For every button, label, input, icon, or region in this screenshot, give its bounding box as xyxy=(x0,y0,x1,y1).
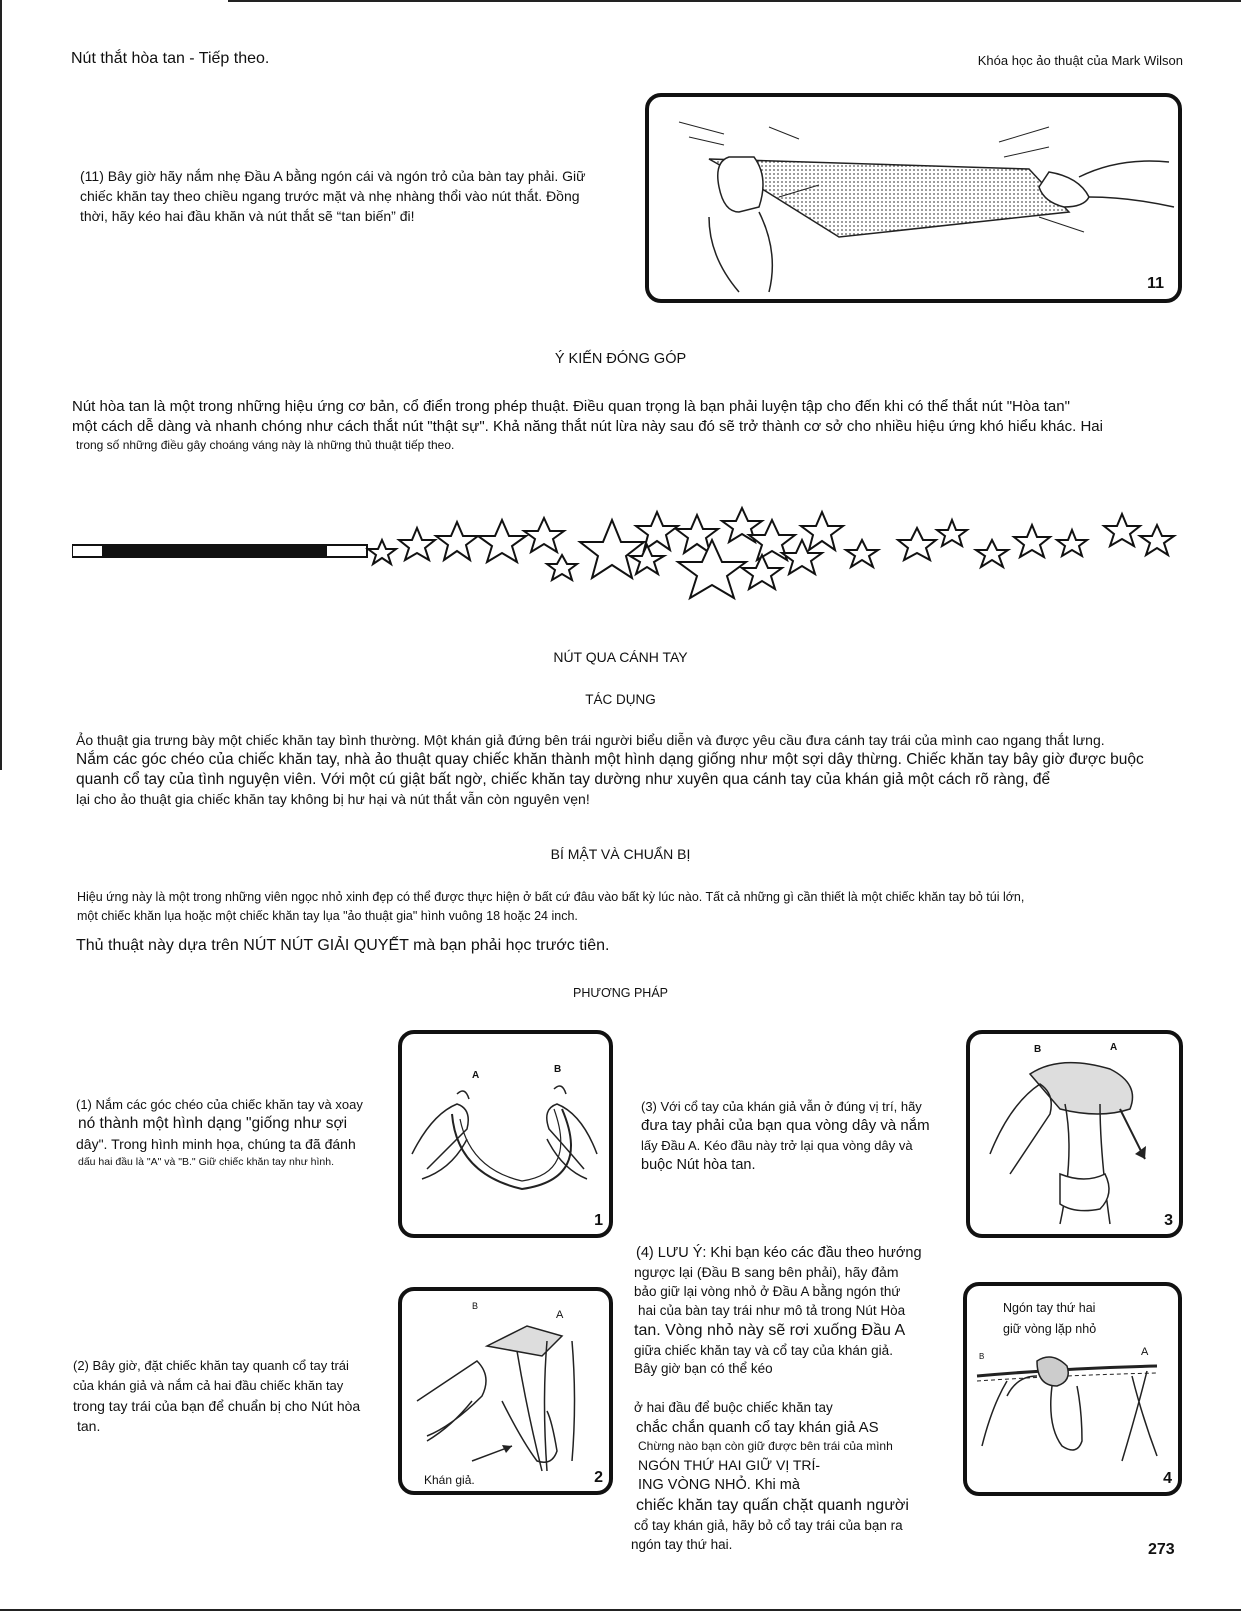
step-4-line-11: NGÓN THỨ HAI GIỮ VỊ TRÍ- xyxy=(638,1457,821,1473)
step-3-line-2: đưa tay phải của bạn qua vòng dây và nắm xyxy=(641,1117,930,1134)
spectator-label: Khán giả. xyxy=(424,1473,475,1487)
step-4-line-8: ở hai đầu để buộc chiếc khăn tay xyxy=(634,1400,833,1415)
wand-stars-divider xyxy=(72,500,1192,610)
secret-paragraph xyxy=(77,888,1187,926)
page-number: 273 xyxy=(1148,1541,1175,1558)
figure-4-caption xyxy=(1003,1298,1096,1340)
figure-3-label-b: B xyxy=(1034,1044,1042,1055)
figure-3-label-a: A xyxy=(1110,1042,1118,1053)
figure-1-number: 1 xyxy=(594,1212,603,1229)
comments-paragraph xyxy=(72,397,1182,454)
comments-heading: Ý KIẾN ĐÓNG GÓP xyxy=(554,351,687,367)
method-heading: PHƯƠNG PHÁP xyxy=(572,986,669,1000)
step-4-line-2: ngược lại (Đầu B sang bên phải), hãy đảm xyxy=(634,1264,899,1280)
figure-2-label-a: A xyxy=(556,1309,564,1321)
figure-4-label-a: A xyxy=(1141,1346,1149,1358)
step-4-line-3: bảo giữ lại vòng nhỏ ở Đầu A bằng ngón thứ xyxy=(634,1284,901,1299)
effect-line-2: Nắm các góc chéo của chiếc khăn tay, nhà ảo thuật quay chiếc khăn thành một hình dạng giống như một sợi dây thừng. Chiếc khăn tay bây giờ được buộc xyxy=(76,751,1144,768)
figure-4-label-b: B xyxy=(979,1352,985,1361)
step-3-line-1: (3) Với cổ tay của khán giả vẫn ở đúng vị trí, hãy xyxy=(641,1099,922,1114)
book-title: Khóa học ảo thuật của Mark Wilson xyxy=(977,53,1183,68)
figure-1-label-a: A xyxy=(472,1070,480,1081)
handkerchief-illustration-icon xyxy=(649,97,1178,299)
figure-3 xyxy=(966,1030,1183,1238)
comments-line-1: Nút hòa tan là một trong những hiệu ứng cơ bản, cổ điển trong phép thuật. Điều quan trọng là bạn phải luyện tập cho đến khi có thể thắt nút "Hòa tan" xyxy=(72,398,1070,415)
hand-through-loop-icon xyxy=(970,1034,1179,1234)
figure-11 xyxy=(645,93,1182,303)
effect-line-1: Ảo thuật gia trưng bày một chiếc khăn tay bình thường. Một khán giả đứng bên trái người biểu diễn và được yêu cầu đưa cánh tay trái của mình cao ngang thắt lưng. xyxy=(76,732,1105,748)
step-11-text: (11) Bây giờ hãy nắm nhẹ Đầu A bằng ngón cái và ngón trỏ của bàn tay phải. Giữ chiếc khăn tay theo chiều ngang trước mặt và nhẹ nhàng thổi vào nút thắt. Đồng thời, hãy kéo hai đầu khăn và nút thắt sẽ “tan biến” đi! xyxy=(80,168,586,224)
step-4-line-9: chắc chắn quanh cổ tay khán giả AS xyxy=(636,1419,879,1436)
secret-line-3: Thủ thuật này dựa trên NÚT NÚT GIẢI QUYẾT mà bạn phải học trước tiên. xyxy=(76,937,610,954)
step-2-text xyxy=(73,1356,393,1436)
figure-11-number: 11 xyxy=(1147,275,1164,292)
figure-4 xyxy=(963,1282,1182,1496)
step-4-line-4: hai của bàn tay trái như mô tả trong Nút Hòa xyxy=(638,1303,906,1318)
step-3-line-4: buộc Nút hòa tan. xyxy=(641,1157,756,1173)
step-4-line-12: ING VÒNG NHỎ. Khi mà xyxy=(638,1477,800,1493)
effect-line-4: lại cho ảo thuật gia chiếc khăn tay không bị hư hại và nút thắt vẫn còn nguyên vẹn! xyxy=(76,791,590,807)
step-4-line-13: chiếc khăn tay quấn chặt quanh người xyxy=(636,1497,909,1514)
trick-title: NÚT QUA CÁNH TAY xyxy=(553,649,688,665)
chapter-title: Nút thắt hòa tan - Tiếp theo. xyxy=(71,50,270,67)
step-2-line-3: trong tay trái của bạn để chuẩn bị cho Nút hòa xyxy=(73,1398,361,1414)
secret-line-1: Hiệu ứng này là một trong những viên ngọc nhỏ xinh đẹp có thể được thực hiện ở bất cứ đâu vào bất kỳ lúc nào. Tất cả những gì cần thiết là một chiếc khăn tay bỏ túi lớn, xyxy=(77,890,1025,904)
figure-1 xyxy=(398,1030,613,1238)
step-3-text xyxy=(641,1097,961,1175)
figure-2-label-b: B xyxy=(472,1301,479,1311)
figure-2-number: 2 xyxy=(594,1469,603,1486)
effect-line-3: quanh cổ tay của tình nguyện viên. Với một cú giật bất ngờ, chiếc khăn tay dường như xuyên qua cánh tay của khán giả một cách rõ ràng, để xyxy=(76,771,1051,788)
step-4-line-14: cổ tay khán giả, hãy bỏ cổ tay trái của bạn ra xyxy=(634,1518,903,1533)
step-1-line-4: dấu hai đầu là "A" và "B." Giữ chiếc khăn tay như hình. xyxy=(78,1156,335,1168)
step-1-line-2: nó thành một hình dạng "giống như sợi xyxy=(78,1115,348,1132)
step-3-line-3: lấy Đầu A. Kéo đầu này trở lại qua vòng dây và xyxy=(641,1138,913,1153)
step-4-text xyxy=(631,1243,954,1554)
magic-wand-stars-icon xyxy=(72,500,1192,610)
step-1-text xyxy=(76,1095,396,1171)
hands-twisting-handkerchief-icon xyxy=(402,1034,609,1234)
step-2-line-2: của khán giả và nắm cả hai đầu chiếc khăn tay xyxy=(73,1378,344,1393)
step-4-line-7: Bây giờ bạn có thể kéo xyxy=(634,1361,773,1376)
secret-heading: BÍ MẬT VÀ CHUẨN BỊ xyxy=(550,846,691,862)
figure-3-number: 3 xyxy=(1164,1212,1173,1229)
step-2-line-4: tan. xyxy=(77,1418,101,1434)
comments-line-3: trong số những điều gây choáng váng này là những thủ thuật tiếp theo. xyxy=(76,438,455,452)
step-4-line-1: (4) LƯU Ý: Khi bạn kéo các đầu theo hướng xyxy=(636,1245,922,1261)
top-border-line xyxy=(228,0,1241,2)
step-4-line-15: ngón tay thứ hai. xyxy=(631,1537,733,1552)
effect-heading: TÁC DỤNG xyxy=(585,692,656,707)
figure-4-caption-line-1: Ngón tay thứ hai xyxy=(1003,1301,1096,1315)
step-1-line-3: dây". Trong hình minh họa, chúng ta đã đánh xyxy=(76,1136,356,1152)
secret-line-2: một chiếc khăn lụa hoặc một chiếc khăn tay lụa "ảo thuật gia" hình vuông 18 hoặc 24 inch. xyxy=(77,909,578,923)
figure-4-number: 4 xyxy=(1163,1470,1172,1487)
effect-paragraph xyxy=(76,730,1186,809)
step-4-line-5: tan. Vòng nhỏ này sẽ rơi xuống Đầu A xyxy=(634,1322,906,1339)
figure-4-caption-line-2: giữ vòng lặp nhỏ xyxy=(1003,1322,1097,1336)
comments-line-2: một cách dễ dàng và nhanh chóng như cách thắt nút "thật sự". Khả năng thắt nút lừa này sau đó sẽ trở thành cơ sở cho nhiều hiệu ứng khó hiểu khác. Hai xyxy=(72,418,1103,435)
step-2-line-1: (2) Bây giờ, đặt chiếc khăn tay quanh cổ tay trái xyxy=(73,1358,349,1373)
figure-2 xyxy=(398,1287,613,1495)
handkerchief-around-wrist-icon xyxy=(402,1291,609,1491)
figure-1-label-b: B xyxy=(554,1064,562,1075)
step-1-line-1: (1) Nắm các góc chéo của chiếc khăn tay và xoay xyxy=(76,1097,363,1112)
step-4-line-6: giữa chiếc khăn tay và cổ tay của khán giả. xyxy=(634,1343,893,1358)
step-4-line-10: Chừng nào bạn còn giữ được bên trái của mình xyxy=(638,1439,893,1453)
